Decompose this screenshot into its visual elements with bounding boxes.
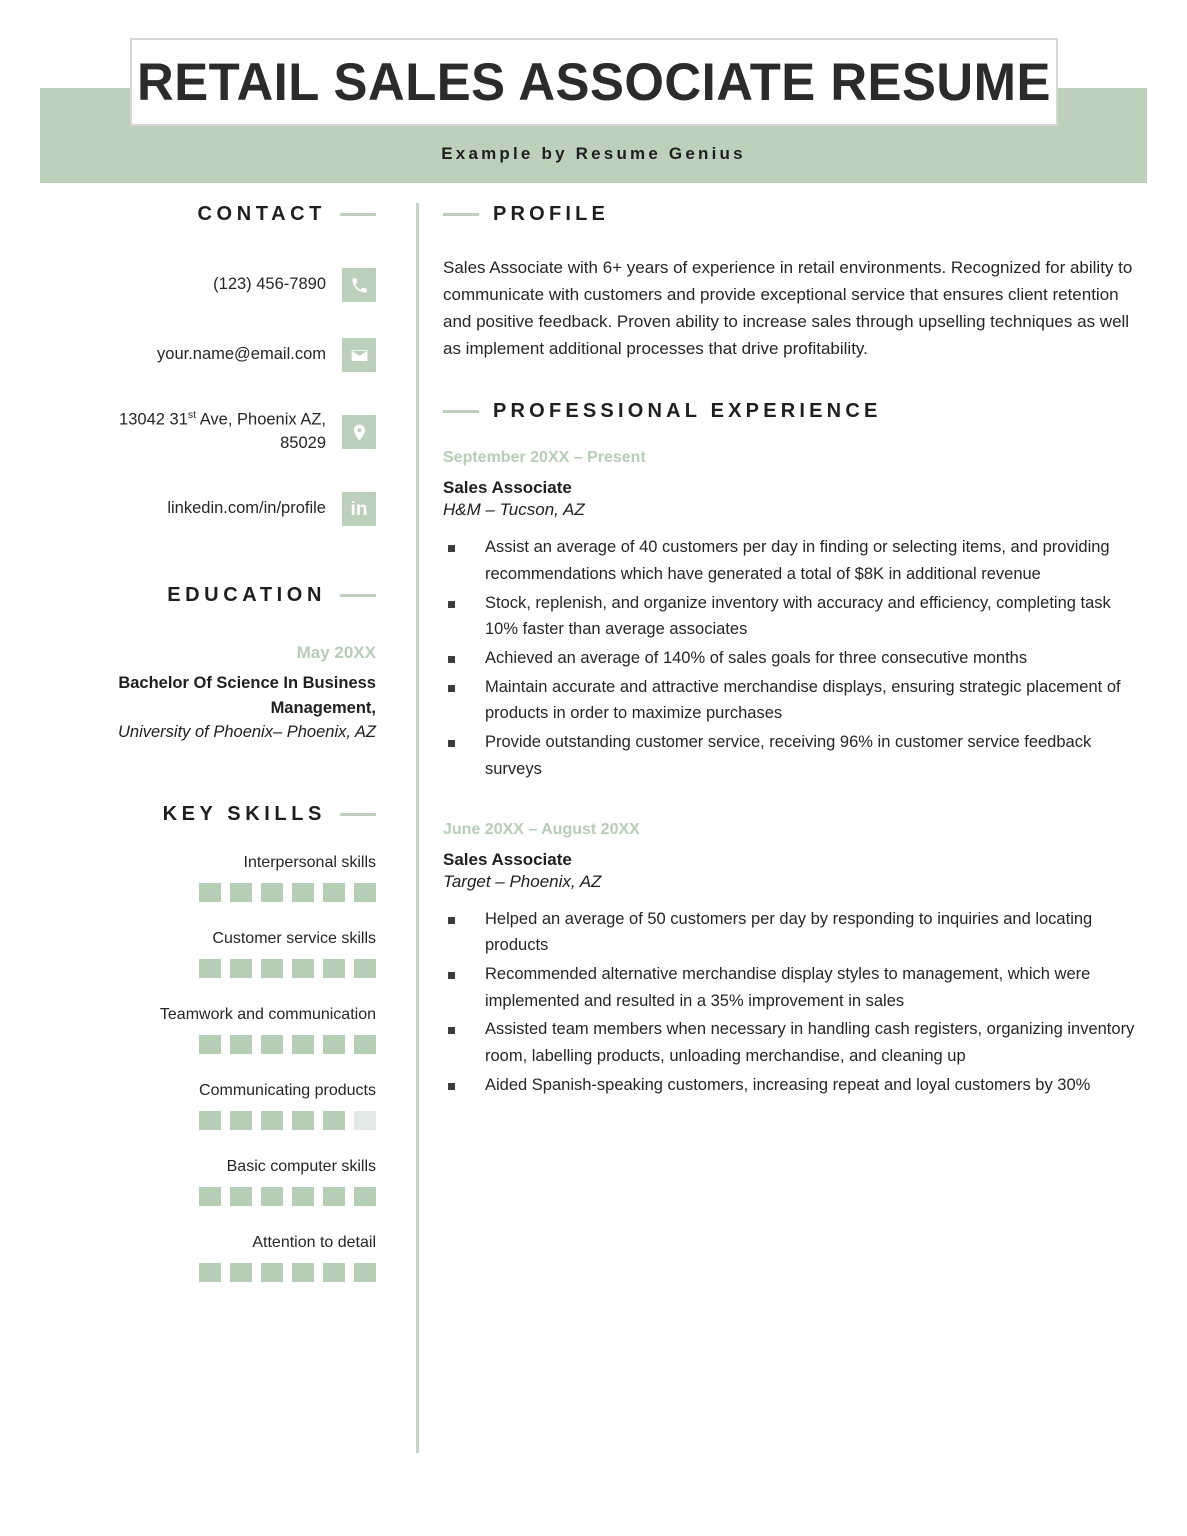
linkedin-icon: in xyxy=(342,492,376,526)
contact-list xyxy=(40,268,376,526)
skill-rating-square-filled xyxy=(230,883,252,902)
contact-linkedin-value: linkedin.com/in/profile xyxy=(167,499,326,518)
experience-bullet: Stock, replenish, and organize inventory with accuracy and efficiency, completing task 10% faster than average associates xyxy=(443,590,1147,643)
skill-rating-square-filled xyxy=(292,1111,314,1130)
skill-item xyxy=(40,1082,376,1130)
skill-rating-square-filled xyxy=(354,1035,376,1054)
skill-rating-square-filled xyxy=(354,1263,376,1282)
skill-rating xyxy=(40,883,376,902)
experience-bullet-list xyxy=(443,906,1147,1099)
skill-name: Attention to detail xyxy=(252,1233,376,1251)
skill-rating-square-filled xyxy=(354,883,376,902)
header-subtitle: Example by Resume Genius xyxy=(441,144,746,163)
experience-bullet: Aided Spanish-speaking customers, increasing repeat and loyal customers by 30% xyxy=(443,1072,1147,1099)
skill-rating-square-filled xyxy=(230,1187,252,1206)
page-title: RETAIL SALES ASSOCIATE RESUME xyxy=(137,52,1051,112)
experience-heading-label: PROFESSIONAL EXPERIENCE xyxy=(493,400,882,423)
skill-rating-square-filled xyxy=(292,883,314,902)
experience-item xyxy=(443,821,1147,1099)
skill-name: Teamwork and communication xyxy=(159,1005,376,1023)
skill-rating-square-filled xyxy=(261,1187,283,1206)
experience-list xyxy=(443,449,1147,1099)
column-divider xyxy=(416,203,419,1453)
header-title-box xyxy=(130,38,1058,126)
skill-rating-square-filled xyxy=(292,1035,314,1054)
skill-rating-square-filled xyxy=(230,1263,252,1282)
experience-item xyxy=(443,449,1147,782)
skill-rating-square-filled xyxy=(261,1263,283,1282)
education-section-heading xyxy=(40,584,376,607)
skill-rating-square-filled xyxy=(261,959,283,978)
education-heading-label: EDUCATION xyxy=(167,584,326,607)
location-pin-icon xyxy=(342,415,376,449)
skill-name: Customer service skills xyxy=(212,929,376,947)
heading-rule xyxy=(340,813,376,816)
contact-section-heading xyxy=(40,203,376,226)
skill-rating xyxy=(40,1187,376,1206)
skill-rating-square-empty xyxy=(354,1111,376,1130)
education-date: May 20XX xyxy=(296,643,376,663)
experience-bullet: Assist an average of 40 customers per day in finding or selecting items, and providing recommendations which have generated a total of $8K in additional revenue xyxy=(443,534,1147,587)
skill-rating-square-filled xyxy=(199,959,221,978)
heading-rule xyxy=(443,410,479,413)
skill-rating-square-filled xyxy=(199,1035,221,1054)
skill-rating xyxy=(40,1111,376,1130)
skill-rating-square-filled xyxy=(323,1187,345,1206)
experience-bullet: Assisted team members when necessary in handling cash registers, organizing inventory room, labelling products, unloading merchandise, and cleaning up xyxy=(443,1016,1147,1069)
experience-bullet: Helped an average of 50 customers per day by responding to inquiries and locating products xyxy=(443,906,1147,959)
contact-item-phone[interactable] xyxy=(40,268,376,302)
education-degree: Bachelor Of Science In Business Management, xyxy=(118,674,376,717)
education-section xyxy=(40,584,376,744)
resume-header xyxy=(0,0,1187,185)
skill-rating-square-filled xyxy=(323,1111,345,1130)
skill-rating-square-filled xyxy=(230,1035,252,1054)
contact-item-email[interactable] xyxy=(40,338,376,372)
phone-icon xyxy=(342,268,376,302)
key-skills-list xyxy=(40,854,376,1282)
resume-body xyxy=(0,185,1187,1282)
experience-bullet: Maintain accurate and attractive merchandise displays, ensuring strategic placement of products in order to maximize purchases xyxy=(443,674,1147,727)
contact-item-address[interactable] xyxy=(40,408,376,456)
experience-employer: Target – Phoenix, AZ xyxy=(443,871,602,891)
envelope-icon xyxy=(342,338,376,372)
contact-email-value: your.name@email.com xyxy=(157,345,326,364)
experience-date: September 20XX – Present xyxy=(443,449,646,467)
experience-employer: H&M – Tucson, AZ xyxy=(443,500,585,520)
skill-rating-square-filled xyxy=(323,959,345,978)
skill-rating xyxy=(40,1263,376,1282)
skill-rating-square-filled xyxy=(292,959,314,978)
contact-phone-value: (123) 456-7890 xyxy=(213,275,326,294)
experience-bullet: Provide outstanding customer service, receiving 96% in customer service feedback surveys xyxy=(443,729,1147,782)
skill-rating-square-filled xyxy=(292,1187,314,1206)
skill-rating-square-filled xyxy=(261,1035,283,1054)
profile-section-heading xyxy=(443,203,1147,226)
skill-name: Communicating products xyxy=(199,1081,376,1099)
key-skills-heading-label: KEY SKILLS xyxy=(162,802,326,825)
skill-item xyxy=(40,1158,376,1206)
skill-rating-square-filled xyxy=(199,1263,221,1282)
skill-rating-square-filled xyxy=(199,883,221,902)
skill-name: Interpersonal skills xyxy=(243,853,376,871)
experience-bullet-list xyxy=(443,534,1147,782)
skill-rating-square-filled xyxy=(261,1111,283,1130)
skill-rating-square-filled xyxy=(261,883,283,902)
profile-summary-text: Sales Associate with 6+ years of experience in retail environments. Recognized for ability to communicate with customers and provide exceptional service that ensures client retention and positive feedback. Proven ability to increase sales through upselling techniques as well as implement additional processes that drive profitability. xyxy=(443,258,1133,359)
skill-rating-square-filled xyxy=(323,1035,345,1054)
sidebar-column xyxy=(0,185,398,1282)
skill-rating-square-filled xyxy=(199,1111,221,1130)
skill-rating-square-filled xyxy=(230,1111,252,1130)
skill-rating-square-filled xyxy=(292,1263,314,1282)
main-column xyxy=(398,185,1187,1282)
heading-rule xyxy=(340,594,376,597)
key-skills-section-heading xyxy=(40,803,376,826)
contact-address-value: 13042 31st Ave, Phoenix AZ, 85029 xyxy=(119,409,326,453)
experience-job-title: Sales Associate xyxy=(443,849,572,869)
skill-item xyxy=(40,930,376,978)
skill-rating-square-filled xyxy=(354,1187,376,1206)
skill-rating-square-filled xyxy=(354,959,376,978)
skill-rating-square-filled xyxy=(323,1263,345,1282)
profile-heading-label: PROFILE xyxy=(493,203,610,225)
contact-heading-label: CONTACT xyxy=(197,203,326,225)
skill-rating-square-filled xyxy=(199,1187,221,1206)
experience-section-heading xyxy=(443,400,1147,423)
skill-rating-square-filled xyxy=(323,883,345,902)
skill-rating xyxy=(40,1035,376,1054)
key-skills-section xyxy=(40,803,376,1282)
skill-item xyxy=(40,1006,376,1054)
experience-bullet: Achieved an average of 140% of sales goals for three consecutive months xyxy=(443,645,1147,672)
contact-item-linkedin[interactable] xyxy=(40,492,376,526)
experience-job-title: Sales Associate xyxy=(443,478,572,498)
skill-rating-square-filled xyxy=(230,959,252,978)
experience-bullet: Recommended alternative merchandise display styles to management, which were implemented and resulted in a 35% improvement in sales xyxy=(443,961,1147,1014)
skill-item xyxy=(40,1234,376,1282)
skill-item xyxy=(40,854,376,902)
heading-rule xyxy=(443,213,479,216)
education-school: University of Phoenix– Phoenix, AZ xyxy=(117,723,376,742)
experience-date: June 20XX – August 20XX xyxy=(443,820,640,838)
heading-rule xyxy=(340,213,376,216)
skill-rating xyxy=(40,959,376,978)
skill-name: Basic computer skills xyxy=(226,1157,376,1175)
